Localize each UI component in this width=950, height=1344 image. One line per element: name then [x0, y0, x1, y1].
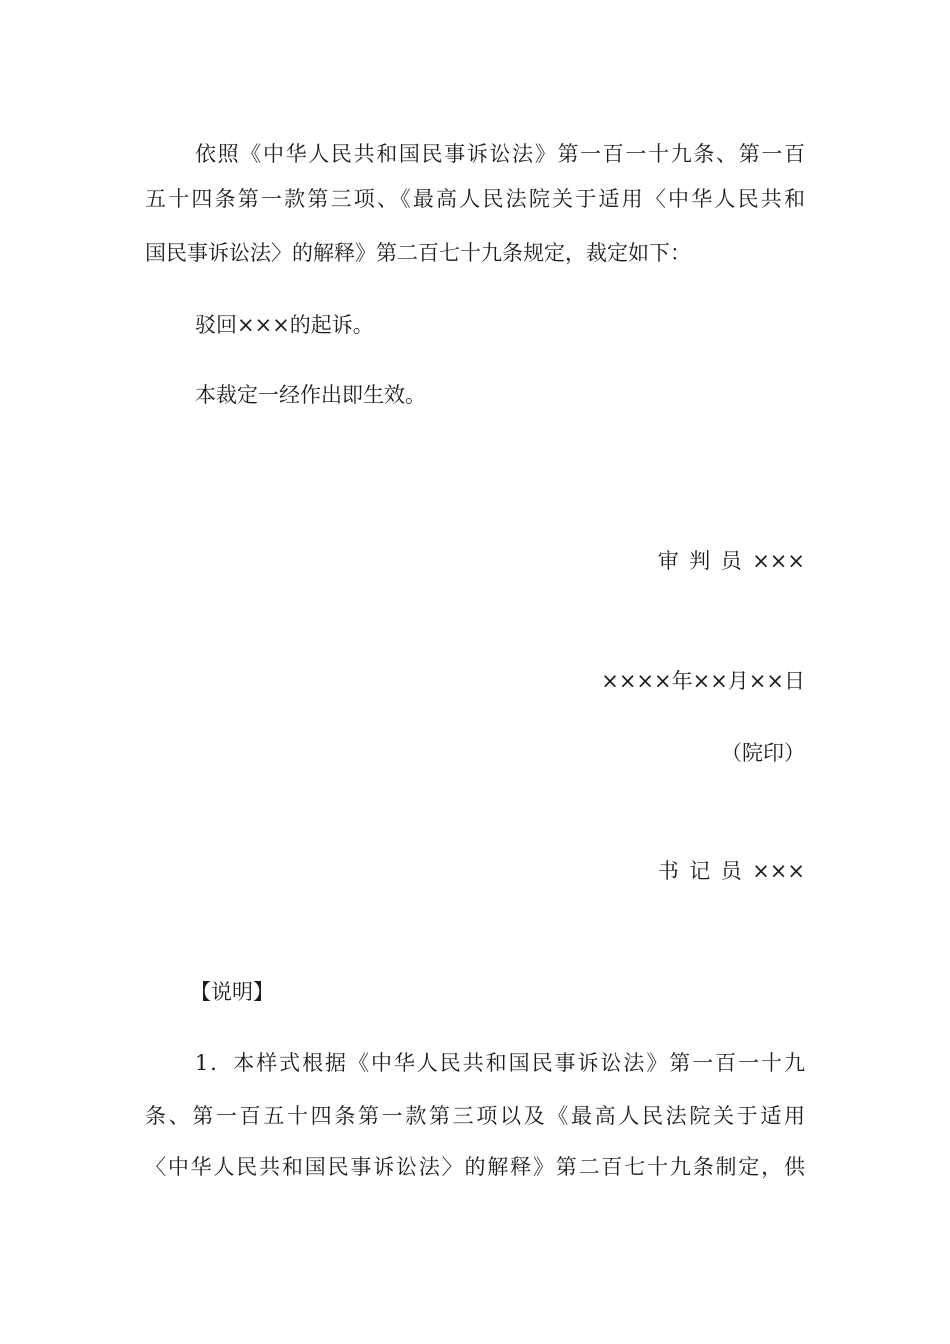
judge-signature — [658, 546, 805, 576]
ruling-effect: 本裁定一经作出即生效。 — [195, 383, 426, 407]
ruling-date: ××××年××月××日 — [601, 669, 805, 693]
clerk-signature — [658, 856, 805, 886]
notes-item-1-line-2: 条、第一百五十四条第一款第三项以及《最高人民法院关于适用 — [145, 1104, 805, 1128]
notes-heading: 【说明】 — [190, 980, 274, 1004]
clerk-title: 书记员 — [657, 859, 753, 883]
notes-item-1-line-3: 〈中华人民共和国民事诉讼法〉的解释》第二百七十九条制定，供 — [145, 1155, 805, 1179]
ruling-basis-line-3: 国民事诉讼法〉的解释》第二百七十九条规定，裁定如下： — [145, 241, 691, 265]
court-seal: （院印） — [721, 741, 805, 765]
ruling-basis-line-2: 五十四条第一款第三项、《最高人民法院关于适用〈中华人民共和 — [145, 187, 805, 211]
clerk-name: ××× — [752, 859, 805, 883]
ruling-basis-line-1: 依照《中华人民共和国民事诉讼法》第一百一十九条、第一百 — [195, 142, 805, 166]
ruling-decision: 驳回×××的起诉。 — [195, 313, 374, 337]
judge-title: 审判员 — [657, 549, 753, 573]
notes-item-1-line-1: 1．本样式根据《中华人民共和国民事诉讼法》第一百一十九 — [195, 1051, 805, 1075]
judge-name: ××× — [752, 549, 805, 573]
